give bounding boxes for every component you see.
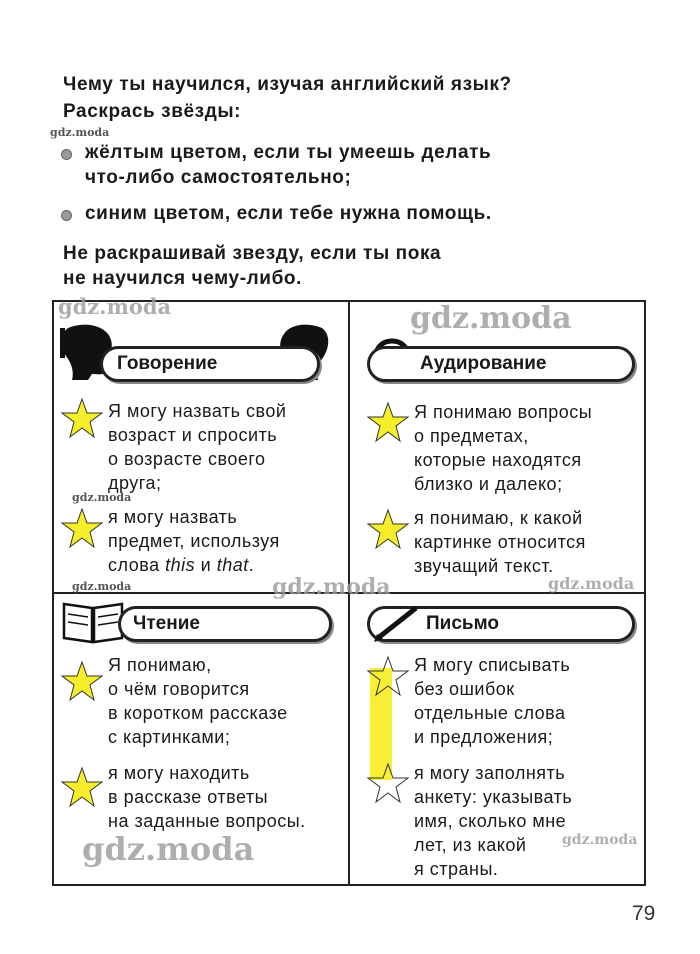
bullet-icon <box>61 210 72 221</box>
star-icon[interactable] <box>60 766 104 808</box>
watermark: gdz.moda <box>50 126 110 139</box>
listening-item-2: я понимаю, к какой картинке относится звучащий текст. <box>414 508 586 576</box>
pencil-icon <box>372 602 422 644</box>
watermark: gdz.moda <box>272 574 391 600</box>
bullet-icon <box>61 149 72 160</box>
writing-item-2: я могу заполнять анкету: указывать имя, сколько мне лет, из какой я страны. <box>414 763 573 879</box>
writing-item-1: Я могу списывать без ошибок отдельные слова и предложения; <box>414 655 571 747</box>
listening-title: Аудирование <box>367 346 635 382</box>
watermark: gdz.moda <box>58 294 172 319</box>
watermark: gdz.moda <box>562 832 638 848</box>
star-icon[interactable] <box>366 401 410 443</box>
bullet-blue-text: синим цветом, если тебе нужна помощь. <box>85 203 492 224</box>
writing-title: Письмо <box>367 606 635 642</box>
watermark: gdz.moda <box>72 491 132 504</box>
watermark: gdz.moda <box>410 301 572 336</box>
star-icon[interactable] <box>366 655 410 697</box>
speaking-title: Говорение <box>100 346 320 382</box>
watermark: gdz.moda <box>548 574 635 593</box>
bullet-yellow-text-1: жёлтым цветом, если ты умеешь делать <box>85 142 492 163</box>
star-icon[interactable] <box>366 508 410 550</box>
star-icon[interactable] <box>60 397 104 439</box>
speaking-item-1: Я могу назвать свой возраст и спросить о возрасте своего друга; <box>108 401 287 493</box>
intro-instruction: Раскрась звёзды: <box>63 101 242 122</box>
reading-item-2: я могу находить в рассказе ответы на заданные вопросы. <box>108 763 306 831</box>
star-icon[interactable] <box>60 507 104 549</box>
reading-title: Чтение <box>118 606 332 642</box>
note-line-2: не научился чему-либо. <box>63 268 303 289</box>
listening-item-1: Я понимаю вопросы о предметах, которые находятся близко и далеко; <box>414 402 593 494</box>
star-icon[interactable] <box>366 762 410 804</box>
reading-item-1: Я понимаю, о чём говорится в коротком рассказе с картинками; <box>108 655 288 747</box>
bullet-yellow-text-2: что-либо самостоятельно; <box>85 167 352 188</box>
watermark: gdz.moda <box>82 830 255 868</box>
star-icon[interactable] <box>60 660 104 702</box>
speaking-item-2: я могу назвать предмет, используя слова this и that. <box>108 507 280 575</box>
note-line-1: Не раскрашивай звезду, если ты пока <box>63 243 442 264</box>
watermark: gdz.moda <box>72 580 132 593</box>
page-number: 79 <box>632 902 656 925</box>
open-book-icon <box>60 596 126 646</box>
intro-question: Чему ты научился, изучая английский язык? <box>63 74 512 95</box>
